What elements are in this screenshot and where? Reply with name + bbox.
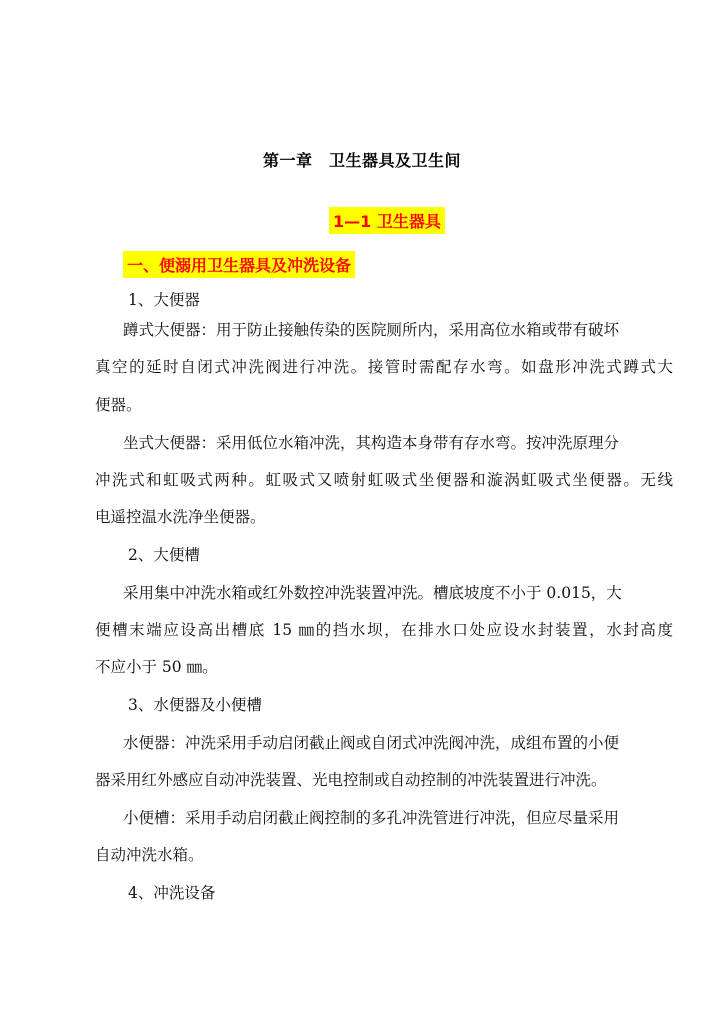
paragraph-line: 便槽末端应设高出槽底 15 ㎜的挡水坝，在排水口处应设水封装置，水封高度 <box>95 621 673 639</box>
item-heading-flushing-equipment: 4、冲洗设备 <box>128 884 216 902</box>
paragraph-line: 电遥控温水洗净坐便器。 <box>95 508 266 526</box>
paragraph-line: 便器。 <box>95 396 142 414</box>
item-heading-urinal: 3、水便器及小便槽 <box>128 696 262 714</box>
paragraph-line: 水便器：冲洗采用手动启闭截止阀或自闭式冲洗阀冲洗，成组布置的小便 <box>123 734 620 752</box>
paragraph-line: 蹲式大便器：用于防止接触传染的医院厕所内，采用高位水箱或带有破坏 <box>123 321 620 339</box>
item-heading-toilet: 1、大便器 <box>128 291 200 309</box>
paragraph-line: 自动冲洗水箱。 <box>95 846 204 864</box>
section-title: 1—1 卫生器具 <box>329 207 445 234</box>
subsection-title: 一、便溺用卫生器具及冲洗设备 <box>123 251 355 278</box>
chapter-title: 第一章 卫生器具及卫生间 <box>262 151 461 170</box>
paragraph-line: 冲洗式和虹吸式两种。虹吸式又喷射虹吸式坐便器和漩涡虹吸式坐便器。无线 <box>95 471 673 489</box>
paragraph-line: 真空的延时自闭式冲洗阀进行冲洗。接管时需配存水弯。如盘形冲洗式蹲式大 <box>95 358 673 376</box>
paragraph-line: 器采用红外感应自动冲洗装置、光电控制或自动控制的冲洗装置进行冲洗。 <box>95 771 607 789</box>
paragraph-line: 采用集中冲洗水箱或红外数控冲洗装置冲洗。槽底坡度不小于 0.015，大 <box>123 584 622 602</box>
paragraph-line: 坐式大便器：采用低位水箱冲洗，其构造本身带有存水弯。按冲洗原理分 <box>123 434 620 452</box>
item-heading-toilet-trough: 2、大便槽 <box>128 546 200 564</box>
paragraph-line: 小便槽：采用手动启闭截止阀控制的多孔冲洗管进行冲洗，但应尽量采用 <box>123 809 620 827</box>
paragraph-line: 不应小于 50 ㎜。 <box>95 658 218 676</box>
